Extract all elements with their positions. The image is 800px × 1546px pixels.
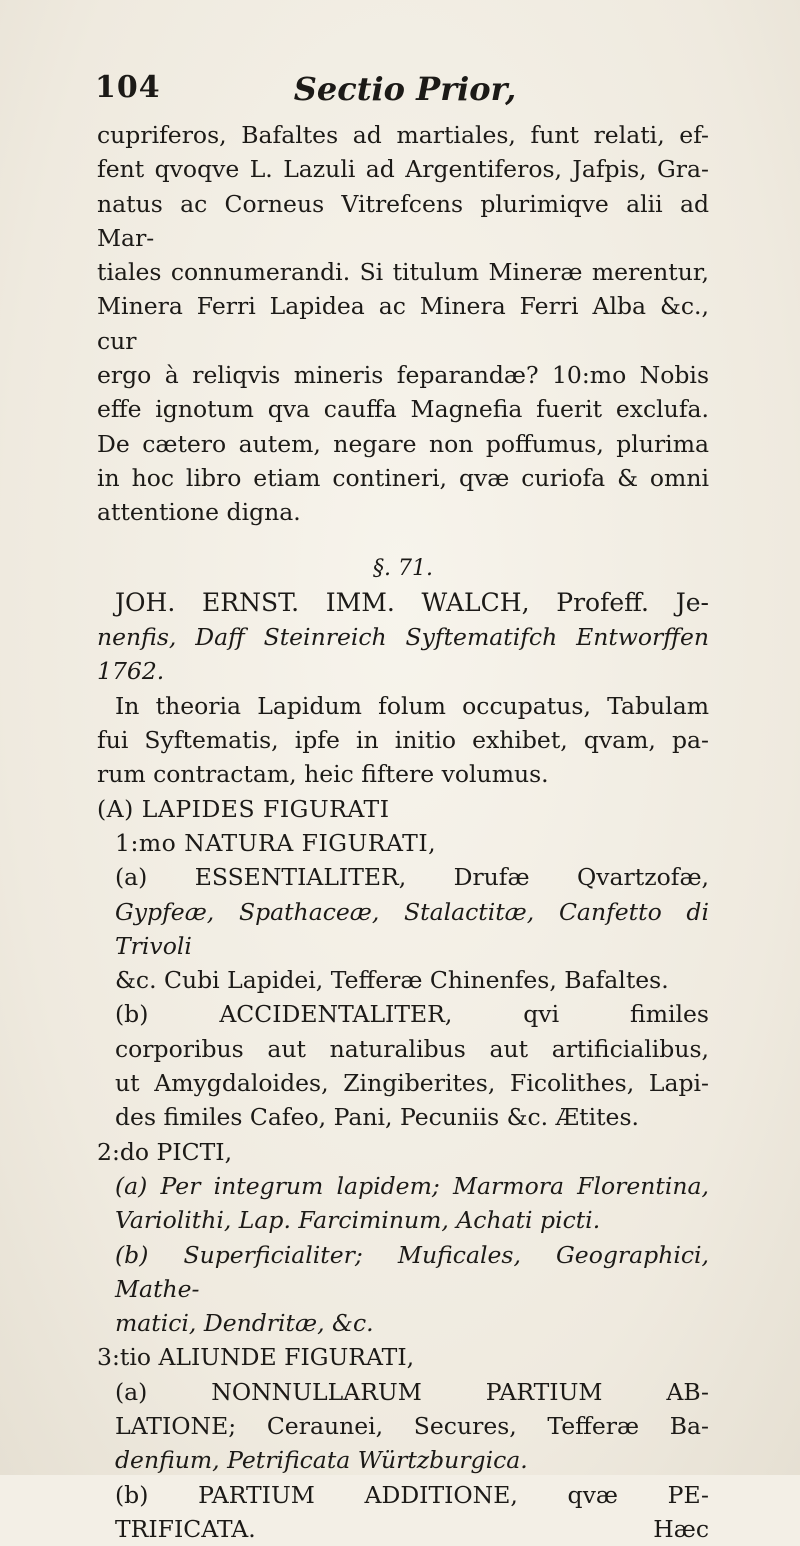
running-head: Sectio Prior,	[293, 70, 517, 108]
text-line: tiales connumerandi. Si titulum Mineræ merentur,	[97, 258, 709, 287]
text-line: des fimiles Cafeo, Pani, Pecuniis &c. Ætites.	[115, 1103, 639, 1132]
text-line: nenfis, Daff Steinreich Syftematifch Entworffen 1762.	[97, 623, 709, 686]
text-body	[97, 118, 709, 1546]
text-line: TRIFICATA.	[115, 1514, 256, 1543]
text-line: (a) NONNULLARUM PARTIUM AB-	[115, 1377, 709, 1406]
text-line: fent qvoqve L. Lazuli ad Argentiferos, Jafpis, Gra-	[97, 155, 709, 184]
text-line: (a) ESSENTIALITER, Drufæ Qvartzofæ,	[115, 863, 709, 892]
text-line: (a) Per integrum lapidem; Marmora Florentina,	[115, 1171, 709, 1200]
text-line: effe ignotum qva cauffa Magnefia fuerit exclufa.	[97, 395, 709, 424]
text-line: corporibus aut naturalibus aut artificialibus,	[115, 1034, 709, 1063]
text-line: attentione digna.	[97, 498, 301, 527]
catchword: Hæc	[653, 1514, 709, 1543]
section-number: §. 71.	[373, 555, 433, 581]
classification-heading: 1:mo NATURA FIGURATI,	[115, 828, 437, 857]
text-line: denfium, Petrificata Würtzburgica.	[115, 1446, 528, 1475]
text-line: fui Syftematis, ipfe in initio exhibet, qvam, pa-	[97, 726, 709, 755]
text-line: in hoc libro etiam contineri, qvæ curiofa & omni	[97, 463, 709, 492]
text-line: LATIONE; Ceraunei, Secures, Tefferæ Ba-	[115, 1411, 709, 1440]
text-line: De cætero autem, negare non poffumus, plurima	[97, 429, 709, 458]
text-line: (b) Superficialiter; Muficales, Geographici, Mathe-	[115, 1240, 709, 1303]
text-line: matici, Dendritæ, &c.	[115, 1309, 374, 1338]
author-heading: JOH. ERNST. IMM. WALCH, Profeff. Je-	[115, 587, 709, 617]
classification-heading: 2:do PICTI,	[97, 1137, 233, 1166]
text-line: ergo à reliqvis mineris feparandæ? 10:mo Nobis	[97, 361, 709, 390]
text-line: ut Amygdaloides, Zingiberites, Ficolithes, Lapi-	[115, 1069, 709, 1098]
classification-heading: (A) LAPIDES FIGURATI	[97, 794, 390, 823]
text-line: (b) PARTIUM ADDITIONE, qvæ PE-	[115, 1480, 709, 1509]
classification-heading: 3:tio ALIUNDE FIGURATI,	[97, 1343, 415, 1372]
text-line: In theoria Lapidum folum occupatus, Tabulam	[115, 691, 709, 720]
text-line: natus ac Corneus Vitrefcens plurimiqve alii ad Mar-	[97, 189, 709, 252]
text-line: rum contractam, heic fiftere volumus.	[97, 760, 549, 789]
text-line: Variolithi, Lap. Farciminum, Achati picti.	[115, 1206, 601, 1235]
text-line: (b) ACCIDENTALITER, qvi fimiles	[115, 1000, 709, 1029]
page-number: 104	[95, 70, 161, 105]
text-line: Gypfeæ, Spathaceæ, Stalactitæ, Canfetto di Trivoli	[115, 897, 709, 960]
last-line	[97, 1512, 709, 1546]
text-line: cupriferos, Bafaltes ad martiales, funt relati, ef-	[97, 121, 709, 149]
text-line: Minera Ferri Lapidea ac Minera Ferri Alba &c., cur	[97, 292, 709, 355]
text-line: &c. Cubi Lapidei, Tefferæ Chinenfes, Bafaltes.	[115, 966, 669, 995]
